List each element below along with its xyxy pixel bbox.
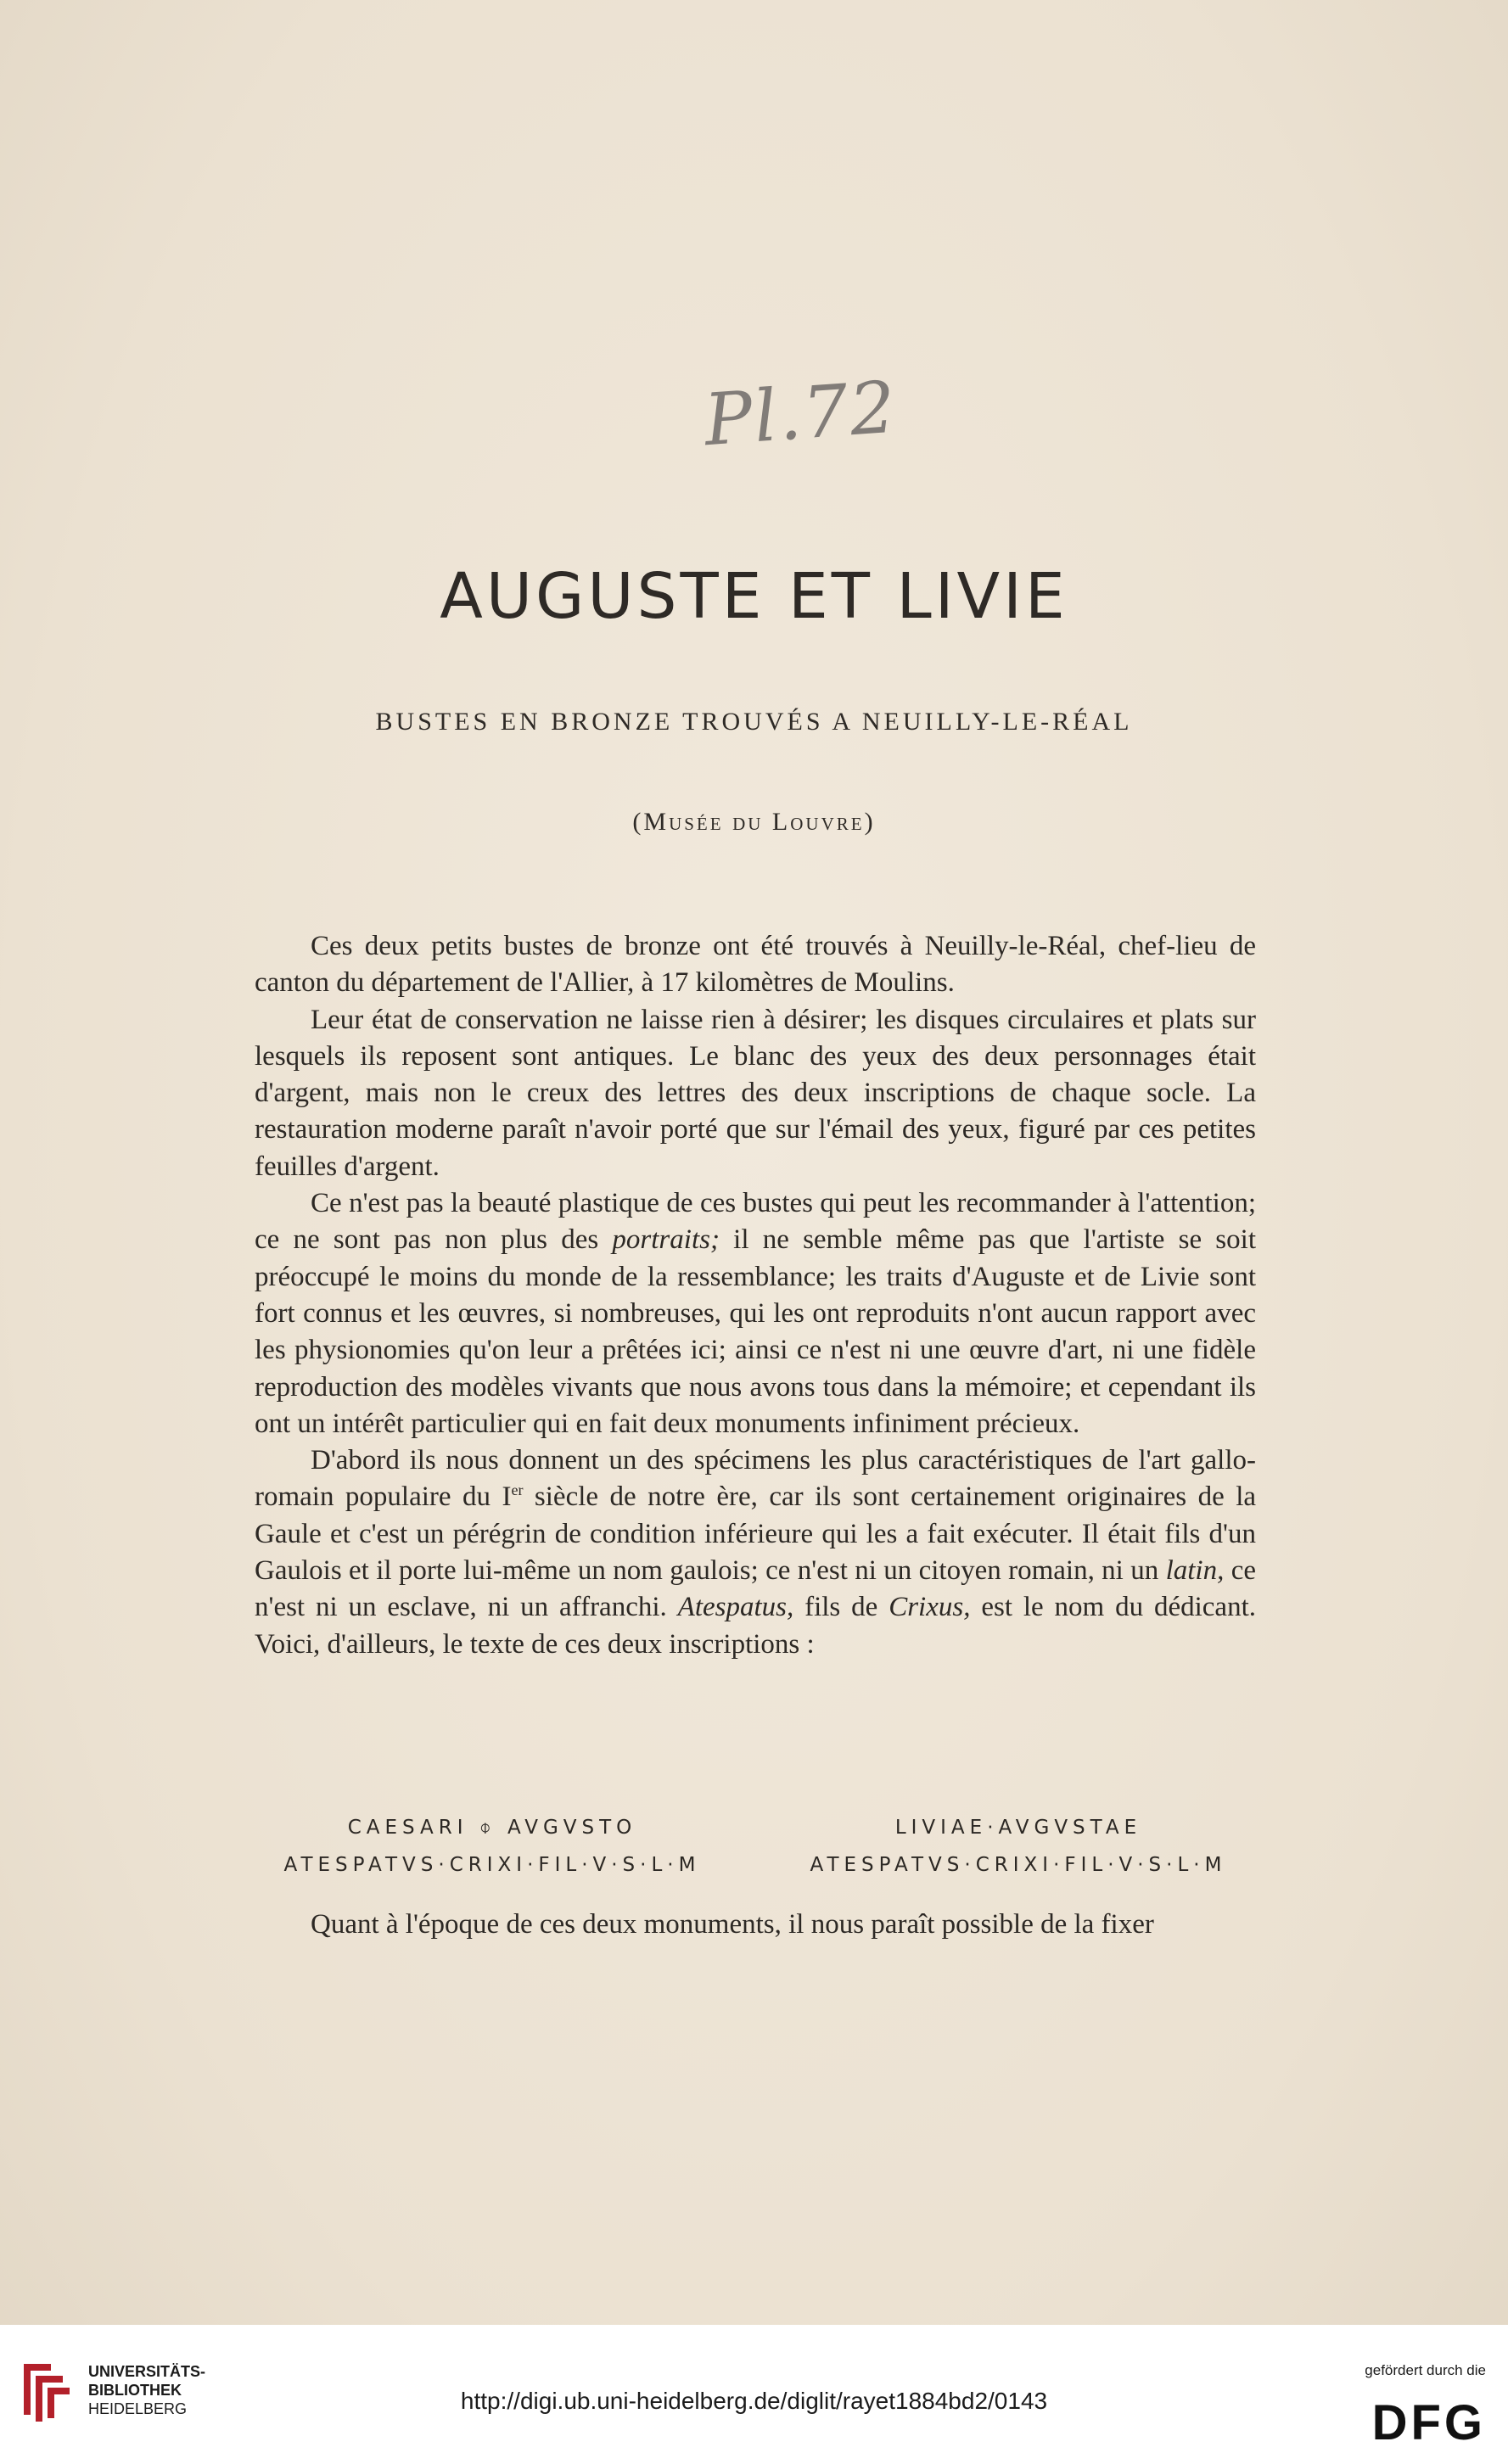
century-superscript: er <box>511 1481 524 1499</box>
article-body <box>255 928 1256 1663</box>
permalink-url[interactable]: http://digi.ub.uni-heidelberg.de/diglit/rayet1884bd2/0143 <box>460 2388 1048 2414</box>
museum-credit: (Musée du Louvre) <box>632 808 876 836</box>
paragraph-4-part-e: est le nom du dédicant. Voici, d'ailleurs, le texte de ces deux inscriptions : <box>255 1592 1256 1660</box>
library-name-line-1: UNIVERSITÄTS- <box>88 2363 206 2380</box>
atespatus-italic: Atespatus, <box>677 1592 794 1623</box>
paragraph-4-part-b: siècle de notre ère, car ils sont certainement originaires de la Gaule et c'est un pérégrin de condition inférieure qui les a fait exécuter. Il était fils d'un Gaulois et il porte lui-même un nom gaulois; ce n'est ni un citoyen romain, ni un <box>255 1481 1257 1587</box>
digitization-footer <box>0 2325 1508 2464</box>
inscription-livia <box>781 1809 1256 1884</box>
paragraph-4-part-d: fils de <box>793 1592 889 1623</box>
inscription-augustus <box>255 1809 730 1884</box>
paragraph-3-italic: portraits; <box>612 1224 720 1256</box>
inscription-livia-line-2: ATESPATVS·CRIXI·FIL·V·S·L·M <box>810 1854 1227 1876</box>
funding-note: gefördert durch die <box>1365 2362 1486 2378</box>
inscription-augustus-line-1: CAESARI ⌽ AVGVSTO <box>347 1817 637 1839</box>
handwritten-plate-note: Pl.72 <box>701 365 900 462</box>
page-title: AUGUSTE ET LIVIE <box>440 560 1068 633</box>
paragraph-4-part-c: ce n'est ni un esclave, ni un affranchi. <box>255 1555 1256 1623</box>
inscription-augustus-line-2: ATESPATVS·CRIXI·FIL·V·S·L·M <box>283 1854 701 1876</box>
crixus-italic: Crixus, <box>889 1592 971 1623</box>
century-numeral: I <box>502 1481 512 1513</box>
paragraph-2: Leur état de conservation ne laisse rien à désirer; les disques circulaires et plats sur lesquels ils reposent sont antiques. Le blanc des yeux des deux personnages était d'argent, mais non le creux des lettres des deux inscriptions de chaque socle. La restauration moderne paraît n'avoir porté que sur l'émail des yeux, figuré par ces petites feuilles d'argent. <box>255 1004 1256 1182</box>
paragraph-1: Ces deux petits bustes de bronze ont été trouvés à Neuilly-le-Réal, chef-lieu de canton du département de l'Allier, à 17 kilomètres de Moulins. <box>255 931 1256 999</box>
inscription-livia-line-1: LIVIAE·AVGVSTAE <box>894 1817 1142 1839</box>
paragraph-4 <box>255 1442 1256 1663</box>
paragraph-3-part-b: il ne semble même pas que l'artiste se soit préoccupé le moins du monde de la ressemblance; les traits d'Auguste et de Livie sont fort connus et les œuvres, si nombreuses, qui les ont reproduits n'ont aucun rapport avec les physionomies qu'on leur a prêtées ici; ainsi ce n'est ni une œuvre d'art, ni une fidèle reproduction des modèles vivants que nous avons tous dans la mémoire; et cependant ils ont un intérêt particulier qui en fait deux monuments infiniment précieux. <box>255 1224 1256 1439</box>
subtitle: BUSTES EN BRONZE TROUVÉS A NEUILLY-LE-RÉAL <box>375 708 1133 736</box>
paragraph-3-part-a: Ce n'est pas la beauté plastique de ces bustes qui peut les recommander à l'attention; ce ne sont pas non plus des <box>255 1188 1256 1256</box>
library-name-line-2: BIBLIOTHEK <box>88 2382 182 2399</box>
dfg-logo: DFG <box>1371 2395 1486 2450</box>
paragraph-3 <box>255 1185 1256 1442</box>
paragraph-5: Quant à l'époque de ces deux monuments, il nous paraît possible de la fixer <box>311 1909 1154 1940</box>
library-name-line-3: HEIDELBERG <box>88 2400 188 2417</box>
paragraph-4-part-a: D'abord ils nous donnent un des spécimens les plus caractéristiques de l'art gallo-romain populaire du <box>255 1445 1256 1513</box>
latin-italic: latin, <box>1165 1555 1225 1587</box>
